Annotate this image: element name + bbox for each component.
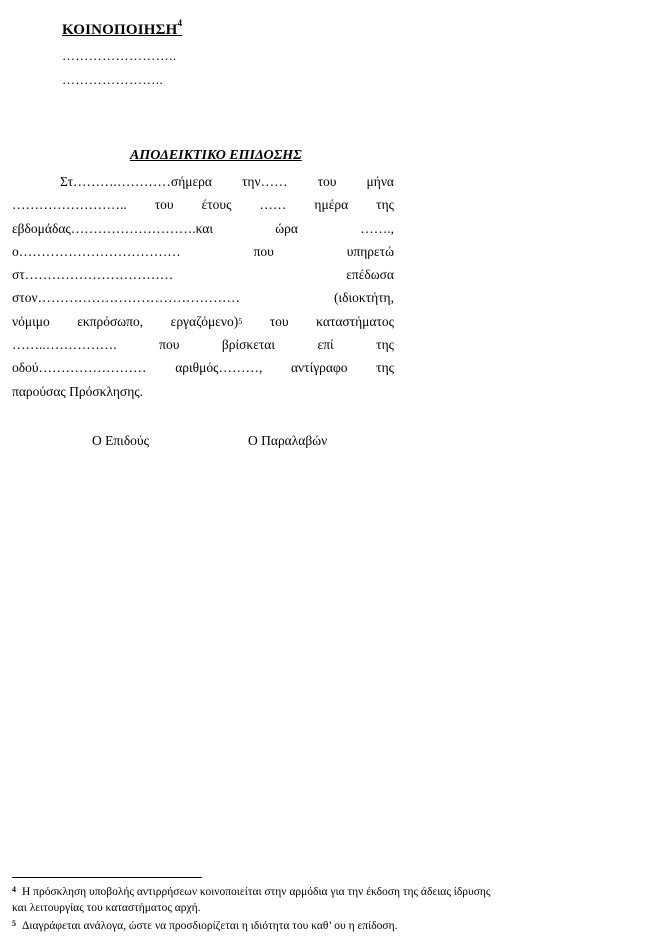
signature-recipient-label: Ο Παραλαβών <box>248 433 328 448</box>
notification-recipient-line-1: …………………….. <box>62 48 177 63</box>
body-line-3: εβδομάδας……………………….και ώρα ……., <box>12 220 394 236</box>
body-line-5: στ…………………………… επέδωσα <box>12 267 394 283</box>
body-line-7-end: του καταστήματος <box>242 313 394 329</box>
body-line-7 <box>12 310 394 333</box>
body-line-1: Στ……….…………σήμερα την…… του μήνα <box>60 174 394 189</box>
footnote-ref-4: 4 <box>177 18 183 28</box>
body-line-6: στον……………………………………… (ιδιοκτήτη, <box>12 290 394 306</box>
body-line-10: παρούσας Πρόσκλησης. <box>12 383 143 399</box>
body-line-9: οδού…………………… αριθμός………, αντίγραφο της <box>12 360 394 376</box>
footnote-5-number: 5 <box>12 919 16 928</box>
body-line-7-start: νόμιμο εκπρόσωπο, εργαζόμενο) <box>12 313 239 329</box>
signature-server-label: Ο Επιδούς <box>92 433 149 448</box>
certificate-title: ΑΠΟΔΕΙΚΤΙΚΟ ΕΠΙΔΟΣΗΣ <box>130 148 302 163</box>
notification-recipient-line-2: ………………….. <box>62 72 164 87</box>
body-line-2: …………………….. του έτους …… ημέρα της <box>12 197 394 213</box>
body-line-4: ο……………………………… που υπηρετώ <box>12 243 394 259</box>
notification-heading <box>62 20 182 39</box>
footnote-separator <box>12 877 202 878</box>
footnote-5-text: Διαγράφεται ανάλογα, ώστε να προσδιορίζεται η ιδιότητα του καθ’ ου η επίδοση. <box>22 920 398 932</box>
certificate-body <box>12 170 394 403</box>
footnote-4 <box>12 885 624 916</box>
footnote-5 <box>12 919 624 935</box>
notification-heading-text: ΚΟΙΝΟΠΟΙΗΣΗ <box>62 22 178 38</box>
footnote-ref-5: 5 <box>238 316 243 326</box>
footnote-4-number: 4 <box>12 885 16 894</box>
footnote-4-text-line2: και λειτουργίας του καταστήματος αρχή. <box>12 901 201 914</box>
body-line-8: ……..……………. που βρίσκεται επί της <box>12 337 394 353</box>
footnote-4-text-line1: Η πρόσκληση υποβολής αντιρρήσεων κοινοποιείται στην αρμόδια για την έκδοση της άδειας ίδρυσης <box>22 886 491 898</box>
